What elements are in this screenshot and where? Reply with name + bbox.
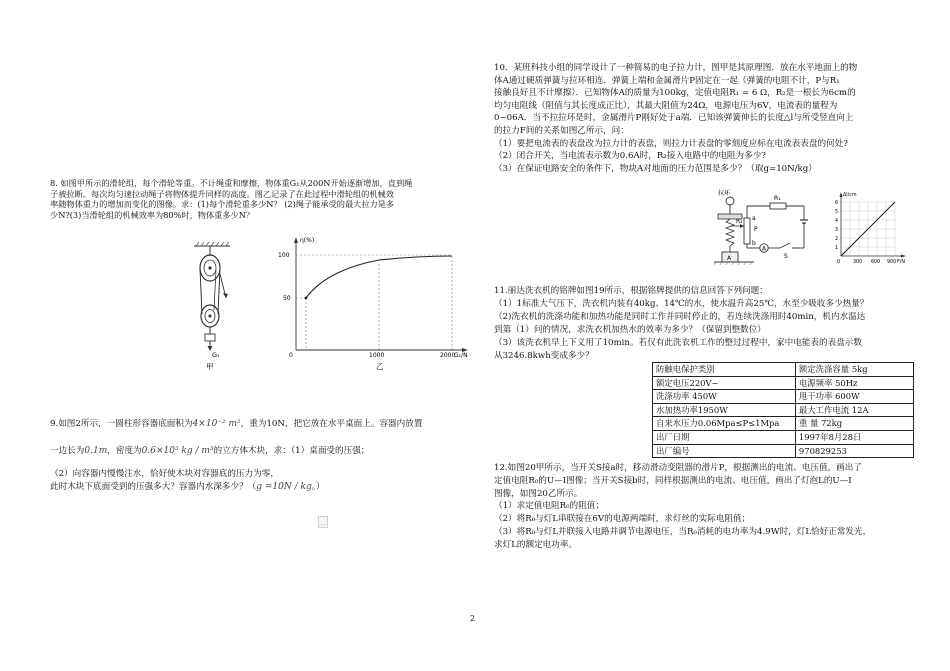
- q12-line: 12.如图20甲所示，当开关S接a时，移动滑动变阻器的滑片P，根据测出的电流、电压值，画出了: [494, 463, 862, 473]
- washer-nameplate-table: [652, 362, 914, 458]
- q9-text: ，重为10N，把它放在水平桌面上。容器内放置: [240, 419, 423, 429]
- pull-ring-label: 拉环: [718, 190, 731, 197]
- q11-line: （1）1标准大气压下，洗衣机内装有40kg、14℃的水，使水温升高25℃，水至少吸收多少热量？: [494, 299, 869, 309]
- q8-line: 率随物体重力的增加而变化的图像。求：(1)每个滑轮重多少N？ (2)绳子能承受的最大拉力是多: [50, 199, 395, 210]
- graph-ylabel: Δl/cm: [843, 193, 857, 198]
- efficiency-origin: 0: [289, 352, 293, 359]
- efficiency-ytick: 50: [283, 295, 291, 302]
- question-8-text: [50, 178, 470, 220]
- efficiency-graph: [272, 232, 472, 372]
- q8-line: 8. 如图甲所示的滑轮组，每个滑轮等重。不计绳重和摩擦，物体重G₁从200N开始逐渐增加，直到绳: [50, 178, 413, 188]
- q12-line: （1）求定值电阻R₀的阻值；: [494, 501, 604, 512]
- q10-line: （3）在保证电路安全的条件下，物块A对地面的压力范围是多少？（取g=10N/kg）: [494, 163, 817, 174]
- graph-xtick: 600: [871, 260, 881, 265]
- q10-line: 体A通过硬质弹簧与拉环相连．弹簧上端和金属滑片P固定在一起（弹簧的电阻不计，P与R₁: [494, 75, 840, 86]
- resistor-r2: [744, 218, 750, 244]
- graph-xlabel: F/N: [897, 260, 905, 265]
- question-9-text: [50, 418, 470, 494]
- graph-xtick: 900: [887, 260, 897, 265]
- q12-line: 定值电阻R₀的U—I图像；当开关S接b时，同样根据测出的电流、电压值，画出了灯泡L的U—I: [494, 475, 852, 486]
- page-number: 2: [470, 614, 476, 623]
- q9-line: （2）向容器内慢慢注水，恰好使木块对容器底的压力为零，: [50, 469, 279, 479]
- q12-line: （3）将R₀与灯L并联接入电路并调节电源电压，当R₀消耗的电功率为4.9W时，灯L恰好正常发光，: [494, 526, 872, 537]
- q9-formula-density: 0.6×10³ kg / m³: [141, 446, 214, 456]
- slider-p-label: P: [754, 226, 758, 233]
- pulley-figure: [190, 238, 250, 370]
- graph-ytick: 2: [835, 237, 839, 242]
- q9-text: ，密度为: [107, 446, 142, 456]
- q9-formula-area: 4×10⁻² m²: [192, 419, 241, 429]
- q9-text: 9.如图2所示，一圆柱形容器底面积为: [50, 419, 193, 429]
- broken-image-icon: [318, 516, 328, 528]
- pulley-diagram: [190, 238, 250, 370]
- q9-text: 的立方体木块，求：（1）桌面受的压强；: [213, 446, 370, 456]
- q12-line: 图像，如图20乙所示。: [494, 488, 583, 499]
- question-12-text: [494, 462, 914, 552]
- q11-line: （2)洗衣机的洗涤功能和加热功能是同时工作并同时停止的，若连续洗涤用时40min，机内水温达: [494, 312, 866, 322]
- q10-line: 0~06A．当不拉拉环是时，金属滑片P刚好处于a端．已知该弹簧伸长的长度△l与所受竖直向上: [494, 113, 854, 124]
- question-10-text: [494, 62, 914, 175]
- table-row: 水加热功率1950W 最大工作电流 12A: [653, 403, 914, 417]
- q8-line: 子被拉断。每次均匀速拉动绳子将物体提升同样的高度。图乙记录了在此过程中滑轮组的机械效: [50, 188, 394, 199]
- efficiency-xlabel: G₁/N: [454, 352, 468, 359]
- efficiency-ytick: 100: [278, 252, 290, 259]
- table-row: 防触电保护类别 额定洗涤容量 5kg: [653, 363, 914, 377]
- q10-line: 10．某班科技小组的同学设计了一种简易的电子拉力计，图甲是其原理图．放在水平地面上的物: [494, 63, 858, 73]
- pull-meter-circuit: [714, 186, 824, 270]
- efficiency-xtick: 1000: [369, 352, 385, 359]
- efficiency-xtick: 2000: [440, 352, 456, 359]
- q9-formula-g: g =10N / kg: [256, 482, 312, 492]
- graph-ytick: 3: [835, 228, 839, 233]
- q9-text: 。）: [311, 482, 325, 492]
- q10-line: 的拉力F间的关系如图乙所示，问：: [494, 125, 629, 136]
- figure-yi-caption: 乙: [376, 362, 384, 371]
- q11-line: 到第（1）问的情况，求洗衣机加热水的效率为多少？（保留到整数位）: [494, 325, 766, 335]
- graph-ytick: 5: [835, 210, 839, 215]
- graph-ytick: 4: [835, 219, 839, 224]
- q10-line: 均匀电阻线（阻值与其长度成正比），其最大阻值为24Ω，电源电压为6V，电流表的量程为: [494, 100, 838, 111]
- question-11-text: [494, 285, 914, 363]
- q9-formula-length: 0.1m: [84, 446, 108, 456]
- table-row: 自来水压力0.06Mpa≤P≤1Mpa 重 量 72kg: [653, 417, 914, 431]
- graph-xtick: 300: [853, 260, 863, 265]
- image-placeholder: [318, 516, 328, 533]
- graph-ytick: 6: [835, 201, 839, 206]
- q11-line: （3）该洗衣机早上下义用了10min。若仅有此洗衣机工作的整过过程中，家中电能表的表盘示数: [494, 338, 862, 348]
- switch-s-label: S: [784, 253, 788, 260]
- q11-line: 从3246.8kwh变成多少？: [494, 351, 594, 361]
- efficiency-ylabel: η(%): [300, 237, 315, 244]
- q9-text: 一边长为: [50, 446, 85, 456]
- ammeter-label: A: [762, 245, 767, 253]
- figure-jia-caption: 甲: [206, 362, 214, 370]
- graph-origin: 0: [837, 260, 841, 265]
- pull-ring-icon: [726, 197, 734, 205]
- graph-ytick: 1: [835, 246, 839, 251]
- resistor-r1: [770, 203, 786, 209]
- q11-line: 11.丽达洗衣机的铭牌如图19所示，根据铭牌提供的信息回答下列问题：: [494, 286, 768, 296]
- table-row: 洗涤功率 450W 甩干功率 600W: [653, 390, 914, 404]
- terminal-a-label: a: [752, 215, 756, 222]
- block-a-label: A: [727, 255, 732, 262]
- table-row: 出厂日期 1997年8月28日: [653, 430, 914, 444]
- pulley-weight-label: G₁: [212, 351, 220, 359]
- switch-icon: [780, 243, 790, 248]
- r2-label: R₂: [736, 218, 743, 225]
- spring-icon: [726, 219, 734, 246]
- table-row: 额定电压220V~ 电源频率 50Hz: [653, 376, 914, 390]
- extension-force-graph: [829, 190, 909, 270]
- table-row: 出厂编号 970829253: [653, 444, 914, 458]
- terminal-b-label: b: [752, 240, 756, 247]
- q10-line: （1）要把电流表的表盘改为拉力计的表盘，则拉力计表盘的零刻度应标在电流表表盘的何处?: [494, 138, 848, 149]
- q8-line: 少N?(3)当滑轮组的机械效率为80%时，物体重多少N？: [50, 209, 255, 220]
- q12-line: （2）将R₀与灯L串联接在6V的电源两端时，求灯丝的实际电阻值；: [494, 514, 751, 525]
- q10-line: （2）闭合开关，当电流表示数为0.6A时，R₂接入电路中的电阻为多少?: [494, 151, 766, 162]
- q9-text: 此时木块下底面受到的压强多大？容器内水深多少？（: [50, 482, 257, 492]
- q10-line: 接触良好且不计摩擦）．已知物体A的质量为100kg，定值电阻R₁ = 6 Ω，R₂是一根长为6cm的: [494, 88, 856, 99]
- r1-label: R₁: [774, 195, 781, 202]
- q12-line: 求灯L的额定电功率。: [494, 539, 578, 550]
